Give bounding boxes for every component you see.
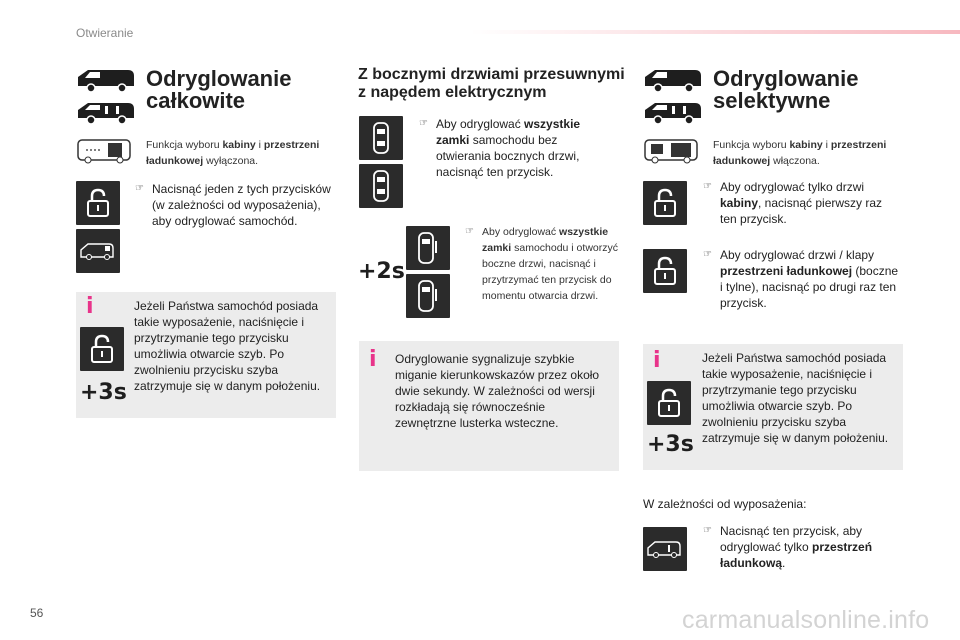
left-fn-b3: ładunkowej <box>146 155 204 167</box>
left-info-box <box>76 292 336 418</box>
hold-3s-label: +3s <box>80 380 127 405</box>
page-number: 56 <box>30 606 44 620</box>
right-step1 <box>720 179 900 227</box>
right-fn-mid: i <box>822 139 831 151</box>
section-label: Otwieranie <box>76 26 134 40</box>
left-title-line2: całkowite <box>146 88 246 113</box>
middle-step1-post: samochodu bez otwierania bocznych drzwi, nacisnąć ten przycisk. <box>436 133 580 179</box>
hold-3s-label: +3s <box>647 432 694 457</box>
middle-step2 <box>482 224 620 304</box>
middle-title-line1: Z bocznymi drzwiami przesuwnymi <box>358 66 625 83</box>
left-info-text: Jeżeli Państwa samochód posiada takie wyposażenie, naciśnięcie i przytrzymanie tego przycisku umożliwia otwarcie szyb. Po zwolnieniu przycisku szyba zatrzymuje się w danym położeniu. <box>134 299 321 393</box>
left-fn-pre: Funkcja wyboru <box>146 139 223 151</box>
middle-step1 <box>436 116 606 180</box>
right-fn-b3: ładunkowej <box>713 155 771 167</box>
middle-info-text: Odryglowanie sygnalizuje szybkie miganie kierunkowskazów przez około dwie sekundy. W zależności od wersji rozkładają się równocześnie zewnętrzne lusterka wsteczne. <box>395 352 600 430</box>
right-fn-post: włączona. <box>770 155 820 167</box>
sliding-door-open-icon <box>406 226 450 270</box>
right-title <box>713 68 858 112</box>
right-fn-pre: Funkcja wyboru <box>713 139 790 151</box>
right-step1-pre: Aby odryglować tylko drzwi <box>720 180 865 194</box>
info-icon: i <box>653 348 661 373</box>
right-fn-b2: przestrzeni <box>830 139 887 151</box>
van-unlock-button-icon <box>76 229 120 273</box>
left-fn-post: wyłączona. <box>203 155 259 167</box>
middle-title-line2: z napędem elektrycznym <box>358 84 547 101</box>
middle-info-box <box>359 341 619 471</box>
right-step3-post: . <box>782 556 786 570</box>
right-function-note <box>713 137 905 169</box>
unlock-button-icon <box>76 181 120 225</box>
van-open-doors-icon <box>641 98 705 126</box>
right-step2 <box>720 247 900 311</box>
right-title-line1: Odryglowanie <box>713 66 859 91</box>
right-step2-pre: Aby odryglować drzwi / klapy <box>720 248 875 262</box>
car-doors-closed-icon <box>359 116 403 160</box>
left-fn-b2: przestrzeni <box>263 139 320 151</box>
header-bar <box>470 30 960 34</box>
cabin-selector-on-icon <box>643 136 701 164</box>
right-info-box <box>643 344 903 470</box>
unlock-button-icon <box>643 249 687 293</box>
van-closed-icon <box>74 64 138 94</box>
cargo-unlock-button-icon <box>643 527 687 571</box>
info-icon: i <box>86 294 94 319</box>
van-open-doors-icon <box>74 98 138 126</box>
middle-step2-post: samochodu i otworzyć boczne drzwi, nacisnąć i przytrzymać ten przycisk do momentu otwarcia drzwi. <box>482 242 618 302</box>
right-step2-post: (boczne i tylne), nacisnąć po drugi raz ten przycisk. <box>720 264 899 310</box>
van-closed-icon <box>641 64 705 94</box>
sliding-door-open-icon <box>406 274 450 318</box>
right-title-line2: selektywne <box>713 88 831 113</box>
right-step1-post: , nacisnąć pierwszy raz ten przycisk. <box>720 196 883 226</box>
unlock-button-icon <box>643 181 687 225</box>
middle-step1-pre: Aby odryglować <box>436 117 525 131</box>
left-function-note <box>146 137 338 169</box>
left-step: ☞ Nacisnąć jeden z tych przycisków (w zależności od wyposażenia), aby odryglować samochód. <box>152 181 332 229</box>
cabin-selector-off-icon <box>76 136 134 164</box>
unlock-button-icon <box>647 381 691 425</box>
watermark: carmanualsonline.info <box>682 606 930 634</box>
right-step3 <box>720 523 900 571</box>
left-fn-b1: kabiny <box>222 139 256 151</box>
hold-2s-label: +2s <box>358 259 405 284</box>
middle-step2-pre: Aby odryglować <box>482 226 560 238</box>
middle-title <box>358 66 628 102</box>
right-step3-pre: Nacisnąć ten przycisk, aby odryglować tylko <box>720 524 863 554</box>
right-step1-bold: kabiny <box>720 196 759 210</box>
equipment-note: W zależności od wyposażenia: <box>643 497 807 511</box>
middle-step2-bold: wszystkie zamki <box>482 226 609 254</box>
left-title-line1: Odryglowanie <box>146 66 292 91</box>
unlock-button-icon <box>80 327 124 371</box>
right-fn-b1: kabiny <box>789 139 823 151</box>
right-step2-bold: przestrzeni ładunkowej <box>720 264 853 278</box>
left-fn-mid: i <box>255 139 264 151</box>
middle-step1-bold: wszystkie zamki <box>436 117 581 147</box>
right-step3-bold: przestrzeń ładunkową <box>720 540 873 570</box>
info-icon: i <box>369 347 377 372</box>
car-doors-closed-icon <box>359 164 403 208</box>
left-title <box>146 68 291 112</box>
right-info-text: Jeżeli Państwa samochód posiada takie wyposażenie, naciśnięcie i przytrzymanie tego przycisku umożliwia otwarcie szyb. Po zwolnieniu przycisku szyba zatrzymuje się w danym położeniu. <box>702 351 889 445</box>
